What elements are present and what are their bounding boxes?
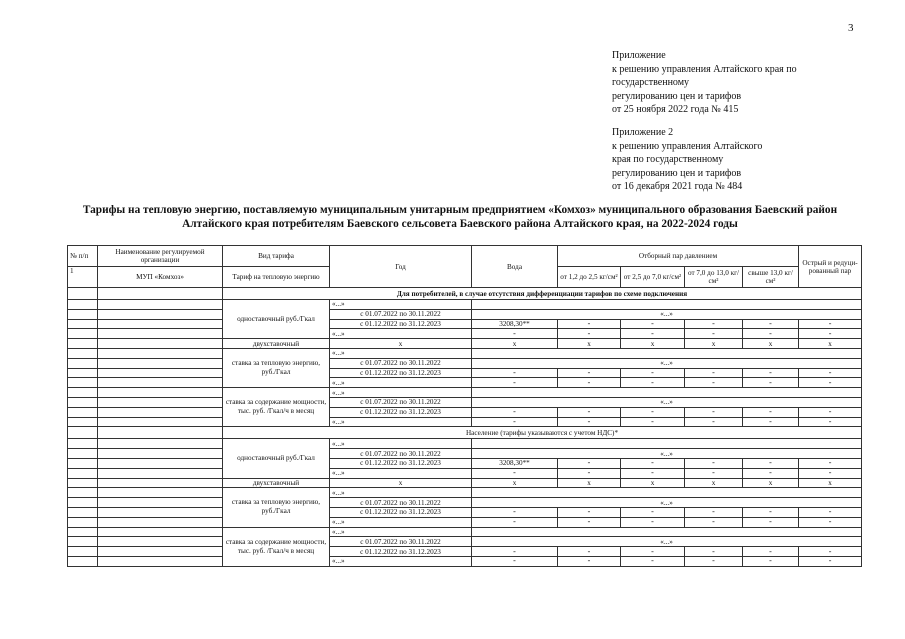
empty-cell [98, 309, 223, 319]
ellipsis-cell: «...» [472, 449, 862, 459]
table-row [68, 309, 862, 319]
dash-cell: - [685, 458, 743, 468]
col-header-pressure-3: от 7,0 до 13,0 кг/см² [685, 267, 743, 288]
empty-cell [68, 309, 98, 319]
empty-cell [98, 329, 223, 339]
empty-cell [68, 358, 98, 368]
year-cell: «...» [330, 388, 472, 398]
year-cell: с 01.07.2022 по 30.11.2022 [330, 358, 472, 368]
heat-tariff-label: Тариф на тепловую энергию [223, 267, 330, 288]
dash-cell: - [799, 319, 862, 329]
dash-cell: - [472, 517, 558, 527]
year-cell: «...» [330, 439, 472, 449]
year-cell: «...» [330, 468, 472, 478]
appendix-1-line: регулированию цен и тарифов [612, 90, 742, 102]
year-cell: «...» [330, 300, 472, 310]
empty-cell [68, 388, 98, 398]
dash-cell: - [472, 468, 558, 478]
dash-cell: - [558, 378, 621, 388]
empty-cell [68, 556, 98, 566]
dash-cell: - [621, 458, 685, 468]
dash-cell: - [743, 378, 799, 388]
empty-cell [98, 339, 223, 349]
col-header-pressure-4: свыше 13,0 кг/см² [743, 267, 799, 288]
dash-cell: - [799, 468, 862, 478]
empty-cell [98, 427, 223, 439]
empty-cell [68, 339, 98, 349]
x-cell: х [330, 478, 472, 488]
col-header-steam: Отборный пар давлением [558, 246, 799, 267]
appendix-2-line: от 16 декабря 2021 года № 484 [612, 181, 743, 192]
table-row [68, 478, 862, 488]
empty-cell [98, 478, 223, 488]
appendix-2-line: края по государственному [612, 154, 724, 165]
ellipsis-cell: «...» [472, 498, 862, 508]
dash-cell: - [743, 507, 799, 517]
appendix-2-header [612, 126, 762, 194]
empty-cell [472, 527, 862, 537]
section-title: Для потребителей, в случае отсутствия дифференциации тарифов по схеме подключения [223, 288, 862, 300]
year-cell: с 01.12.2022 по 31.12.2023 [330, 368, 472, 378]
empty-cell [98, 537, 223, 547]
year-cell: с 01.12.2022 по 31.12.2023 [330, 458, 472, 468]
empty-cell [472, 300, 862, 310]
dash-cell: - [685, 468, 743, 478]
empty-cell [68, 458, 98, 468]
year-cell: «...» [330, 378, 472, 388]
dash-cell: - [472, 417, 558, 427]
empty-cell [472, 488, 862, 498]
dash-cell: - [685, 417, 743, 427]
empty-cell [472, 348, 862, 358]
table-row [68, 468, 862, 478]
empty-cell [98, 348, 223, 358]
empty-cell [68, 319, 98, 329]
x-cell: х [799, 339, 862, 349]
col-header-org: Наименование регулируемой организации [98, 246, 223, 267]
dash-cell: - [621, 378, 685, 388]
year-cell: с 01.07.2022 по 30.11.2022 [330, 537, 472, 547]
dash-cell: - [685, 547, 743, 557]
empty-cell [98, 358, 223, 368]
dash-cell: - [743, 417, 799, 427]
tariff-kind-one-part: одноставочный руб./Гкал [223, 300, 330, 339]
dash-cell: - [558, 458, 621, 468]
empty-cell [98, 300, 223, 310]
x-cell: х [799, 478, 862, 488]
table-row [68, 319, 862, 329]
dash-cell: - [472, 507, 558, 517]
empty-cell [68, 547, 98, 557]
empty-cell [98, 556, 223, 566]
x-cell: х [472, 339, 558, 349]
table-row [68, 507, 862, 517]
empty-cell [68, 478, 98, 488]
dash-cell: - [799, 417, 862, 427]
empty-cell [98, 488, 223, 498]
empty-cell [98, 319, 223, 329]
empty-cell [68, 449, 98, 459]
empty-cell [68, 439, 98, 449]
year-cell: с 01.07.2022 по 30.11.2022 [330, 397, 472, 407]
dash-cell: - [472, 556, 558, 566]
tariff-kind-capacity-rate: ставка за содержание мощности, тыс. руб. /Гкал/ч в месяц [223, 527, 330, 566]
dash-cell: - [621, 507, 685, 517]
empty-cell [98, 388, 223, 398]
dash-cell: - [558, 556, 621, 566]
empty-cell [98, 517, 223, 527]
water-value: 3208,30** [472, 319, 558, 329]
dash-cell: - [799, 368, 862, 378]
org-name: МУП «Комхоз» [98, 267, 223, 288]
dash-cell: - [621, 368, 685, 378]
x-cell: х [743, 339, 799, 349]
tariff-kind-heat-rate: ставка за тепловую энергию, руб./Гкал [223, 348, 330, 387]
year-cell: с 01.12.2022 по 31.12.2023 [330, 407, 472, 417]
dash-cell: - [472, 407, 558, 417]
dash-cell: - [799, 556, 862, 566]
x-cell: х [685, 339, 743, 349]
tariff-kind-heat-rate: ставка за тепловую энергию, руб./Гкал [223, 488, 330, 527]
dash-cell: - [558, 547, 621, 557]
empty-cell [98, 527, 223, 537]
year-cell: «...» [330, 488, 472, 498]
title-line-1: Тарифы на тепловую энергию, поставляемую муниципальным унитарным предприятием «Комхоз» муниципального образования Баевский район [82, 204, 838, 216]
tariff-kind-two-part: двухставочный [223, 339, 330, 349]
table-row [68, 300, 862, 310]
year-cell: с 01.12.2022 по 31.12.2023 [330, 507, 472, 517]
dash-cell: - [621, 547, 685, 557]
table-row [68, 407, 862, 417]
appendix-1-line: Приложение [612, 50, 666, 61]
dash-cell: - [558, 368, 621, 378]
dash-cell: - [743, 407, 799, 417]
table-row [68, 458, 862, 468]
table-row [68, 517, 862, 527]
col-header-sharp-steam: Острый и редуци-рованный пар [799, 246, 862, 288]
empty-cell [68, 488, 98, 498]
year-cell: «...» [330, 556, 472, 566]
dash-cell: - [558, 507, 621, 517]
dash-cell: - [743, 319, 799, 329]
empty-cell [98, 368, 223, 378]
tariff-table [67, 245, 862, 567]
empty-cell [98, 547, 223, 557]
table-row [68, 329, 862, 339]
appendix-1-line: к решению управления Алтайского края по [612, 63, 797, 75]
appendix-1-header [612, 49, 797, 117]
table-row [68, 556, 862, 566]
table-row [68, 358, 862, 368]
dash-cell: - [685, 368, 743, 378]
x-cell: х [558, 339, 621, 349]
table-row [68, 368, 862, 378]
x-cell: х [621, 339, 685, 349]
dash-cell: - [743, 556, 799, 566]
empty-cell [98, 288, 223, 300]
empty-cell [98, 407, 223, 417]
year-cell: «...» [330, 517, 472, 527]
ellipsis-cell: «...» [472, 358, 862, 368]
empty-cell [98, 458, 223, 468]
table-row [68, 348, 862, 358]
year-cell: с 01.07.2022 по 30.11.2022 [330, 449, 472, 459]
empty-cell [98, 468, 223, 478]
dash-cell: - [621, 319, 685, 329]
dash-cell: - [799, 517, 862, 527]
dash-cell: - [558, 319, 621, 329]
dash-cell: - [621, 556, 685, 566]
year-cell: «...» [330, 417, 472, 427]
dash-cell: - [558, 468, 621, 478]
dash-cell: - [621, 407, 685, 417]
year-cell: с 01.07.2022 по 30.11.2022 [330, 498, 472, 508]
section-title: Население (тарифы указываются с учетом НДС)* [223, 427, 862, 439]
year-cell: с 01.12.2022 по 31.12.2023 [330, 319, 472, 329]
table-row [68, 537, 862, 547]
table-row [68, 527, 862, 537]
table-row [68, 288, 862, 300]
dash-cell: - [743, 368, 799, 378]
ellipsis-cell: «...» [472, 397, 862, 407]
dash-cell: - [558, 407, 621, 417]
title-line-2: Алтайского края потребителям Баевского сельсовета Баевского района Алтайского края, на 2022-2024 годы [182, 217, 738, 230]
x-cell: х [472, 478, 558, 488]
tariff-kind-one-part: одноставочный руб./Гкал [223, 439, 330, 478]
empty-cell [68, 498, 98, 508]
dash-cell: - [685, 378, 743, 388]
table-row [68, 439, 862, 449]
water-value: 3208,30** [472, 458, 558, 468]
x-cell: х [685, 478, 743, 488]
empty-cell [68, 427, 98, 439]
tariff-kind-two-part: двухставочный [223, 478, 330, 488]
table-row [68, 427, 862, 439]
empty-cell [68, 300, 98, 310]
empty-cell [98, 439, 223, 449]
year-cell: «...» [330, 329, 472, 339]
dash-cell: - [685, 319, 743, 329]
tariff-kind-capacity-rate: ставка за содержание мощности, тыс. руб. /Гкал/ч в месяц [223, 388, 330, 427]
empty-cell [68, 507, 98, 517]
appendix-1-line: от 25 ноября 2022 года № 415 [612, 104, 739, 115]
empty-cell [98, 449, 223, 459]
x-cell: х [330, 339, 472, 349]
year-cell: с 01.12.2022 по 31.12.2023 [330, 547, 472, 557]
dash-cell: - [621, 329, 685, 339]
empty-cell [68, 288, 98, 300]
appendix-2-line: к решению управления Алтайского [612, 140, 763, 152]
empty-cell [68, 397, 98, 407]
dash-cell: - [472, 329, 558, 339]
table-row [68, 397, 862, 407]
dash-cell: - [685, 407, 743, 417]
table-row [68, 488, 862, 498]
table-row [68, 388, 862, 398]
dash-cell: - [799, 329, 862, 339]
col-header-water: Вода [472, 246, 558, 288]
col-header-pressure-2: от 2,5 до 7,0 кг/см² [621, 267, 685, 288]
empty-cell [472, 439, 862, 449]
empty-cell [68, 378, 98, 388]
dash-cell: - [799, 458, 862, 468]
appendix-1-line: государственному [612, 77, 690, 88]
dash-cell: - [621, 417, 685, 427]
table-row [68, 339, 862, 349]
empty-cell [98, 498, 223, 508]
appendix-2-line: регулированию цен и тарифов [612, 167, 742, 179]
year-cell: «...» [330, 527, 472, 537]
dash-cell: - [685, 517, 743, 527]
year-cell: «...» [330, 348, 472, 358]
empty-cell [98, 378, 223, 388]
dash-cell: - [621, 517, 685, 527]
dash-cell: - [743, 547, 799, 557]
dash-cell: - [799, 407, 862, 417]
table-row [68, 417, 862, 427]
dash-cell: - [799, 547, 862, 557]
empty-cell [68, 348, 98, 358]
dash-cell: - [558, 517, 621, 527]
x-cell: х [743, 478, 799, 488]
dash-cell: - [621, 468, 685, 478]
dash-cell: - [743, 458, 799, 468]
dash-cell: - [558, 417, 621, 427]
dash-cell: - [799, 378, 862, 388]
row-number: 1 [68, 267, 98, 288]
dash-cell: - [799, 507, 862, 517]
dash-cell: - [558, 329, 621, 339]
dash-cell: - [472, 368, 558, 378]
dash-cell: - [472, 547, 558, 557]
table-row [68, 498, 862, 508]
x-cell: х [558, 478, 621, 488]
table-row [68, 547, 862, 557]
empty-cell [98, 417, 223, 427]
dash-cell: - [743, 329, 799, 339]
document-title [40, 204, 880, 231]
col-header-num: № п/п [68, 246, 98, 267]
dash-cell: - [743, 517, 799, 527]
empty-cell [98, 507, 223, 517]
ellipsis-cell: «...» [472, 309, 862, 319]
empty-cell [68, 417, 98, 427]
year-cell: с 01.07.2022 по 30.11.2022 [330, 309, 472, 319]
col-header-year: Год [330, 246, 472, 288]
dash-cell: - [685, 556, 743, 566]
empty-cell [68, 329, 98, 339]
empty-cell [68, 527, 98, 537]
col-header-pressure-1: от 1,2 до 2,5 кг/см² [558, 267, 621, 288]
table-row [68, 449, 862, 459]
dash-cell: - [685, 507, 743, 517]
dash-cell: - [743, 468, 799, 478]
dash-cell: - [685, 329, 743, 339]
table-row [68, 378, 862, 388]
appendix-2-line: Приложение 2 [612, 127, 674, 138]
empty-cell [472, 388, 862, 398]
x-cell: х [621, 478, 685, 488]
empty-cell [68, 517, 98, 527]
ellipsis-cell: «...» [472, 537, 862, 547]
empty-cell [68, 368, 98, 378]
empty-cell [68, 468, 98, 478]
empty-cell [98, 397, 223, 407]
empty-cell [68, 407, 98, 417]
col-header-kind: Вид тарифа [223, 246, 330, 267]
page-number: 3 [848, 22, 854, 34]
dash-cell: - [472, 378, 558, 388]
empty-cell [68, 537, 98, 547]
